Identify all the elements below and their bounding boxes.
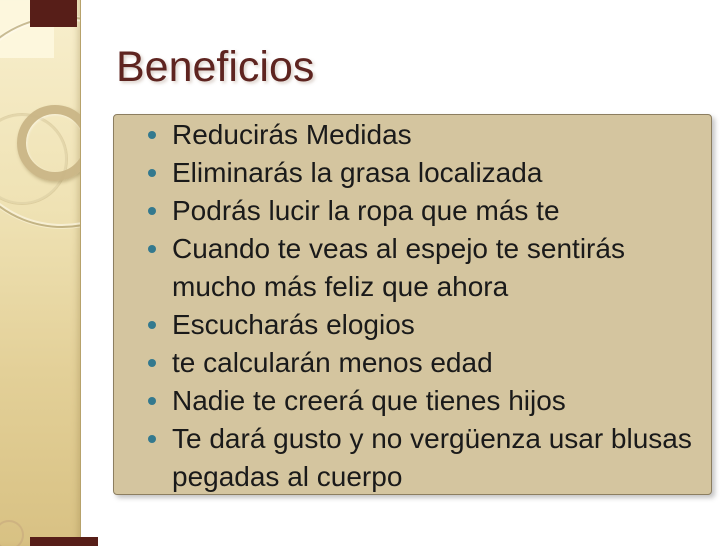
- bullet-dot-icon: [148, 359, 156, 367]
- left-decorative-band: [0, 0, 81, 546]
- list-item: [148, 344, 705, 382]
- list-item: [148, 230, 705, 306]
- list-item: [148, 154, 705, 192]
- list-item: [148, 192, 705, 230]
- bullet-dot-icon: [148, 207, 156, 215]
- bullet-text: Te dará gusto y no vergüenza usar blusas pegadas al cuerpo: [172, 423, 692, 492]
- accent-bar-top: [30, 0, 77, 27]
- list-item: [148, 116, 705, 154]
- list-item: [148, 382, 705, 420]
- page-title: Beneficios: [116, 43, 315, 91]
- faint-circle-decoration: [0, 520, 24, 546]
- bullet-text: Podrás lucir la ropa que más te: [172, 195, 560, 226]
- bullet-dot-icon: [148, 435, 156, 443]
- bullet-text: Nadie te creerá que tienes hijos: [172, 385, 566, 416]
- bullet-text: Reducirás Medidas: [172, 119, 412, 150]
- bullet-dot-icon: [148, 321, 156, 329]
- bullet-dot-icon: [148, 245, 156, 253]
- list-item: [148, 420, 705, 496]
- list-item: [148, 306, 705, 344]
- content-box: [113, 114, 712, 495]
- bullet-text: Escucharás elogios: [172, 309, 415, 340]
- bullet-text: Cuando te veas al espejo te sentirás mucho más feliz que ahora: [172, 233, 625, 302]
- bullet-list: [114, 115, 711, 496]
- bullet-dot-icon: [148, 131, 156, 139]
- bullet-dot-icon: [148, 397, 156, 405]
- bullet-dot-icon: [148, 169, 156, 177]
- bullet-text: Eliminarás la grasa localizada: [172, 157, 543, 188]
- bullet-text: te calcularán menos edad: [172, 347, 493, 378]
- accent-bar-bottom: [30, 537, 98, 546]
